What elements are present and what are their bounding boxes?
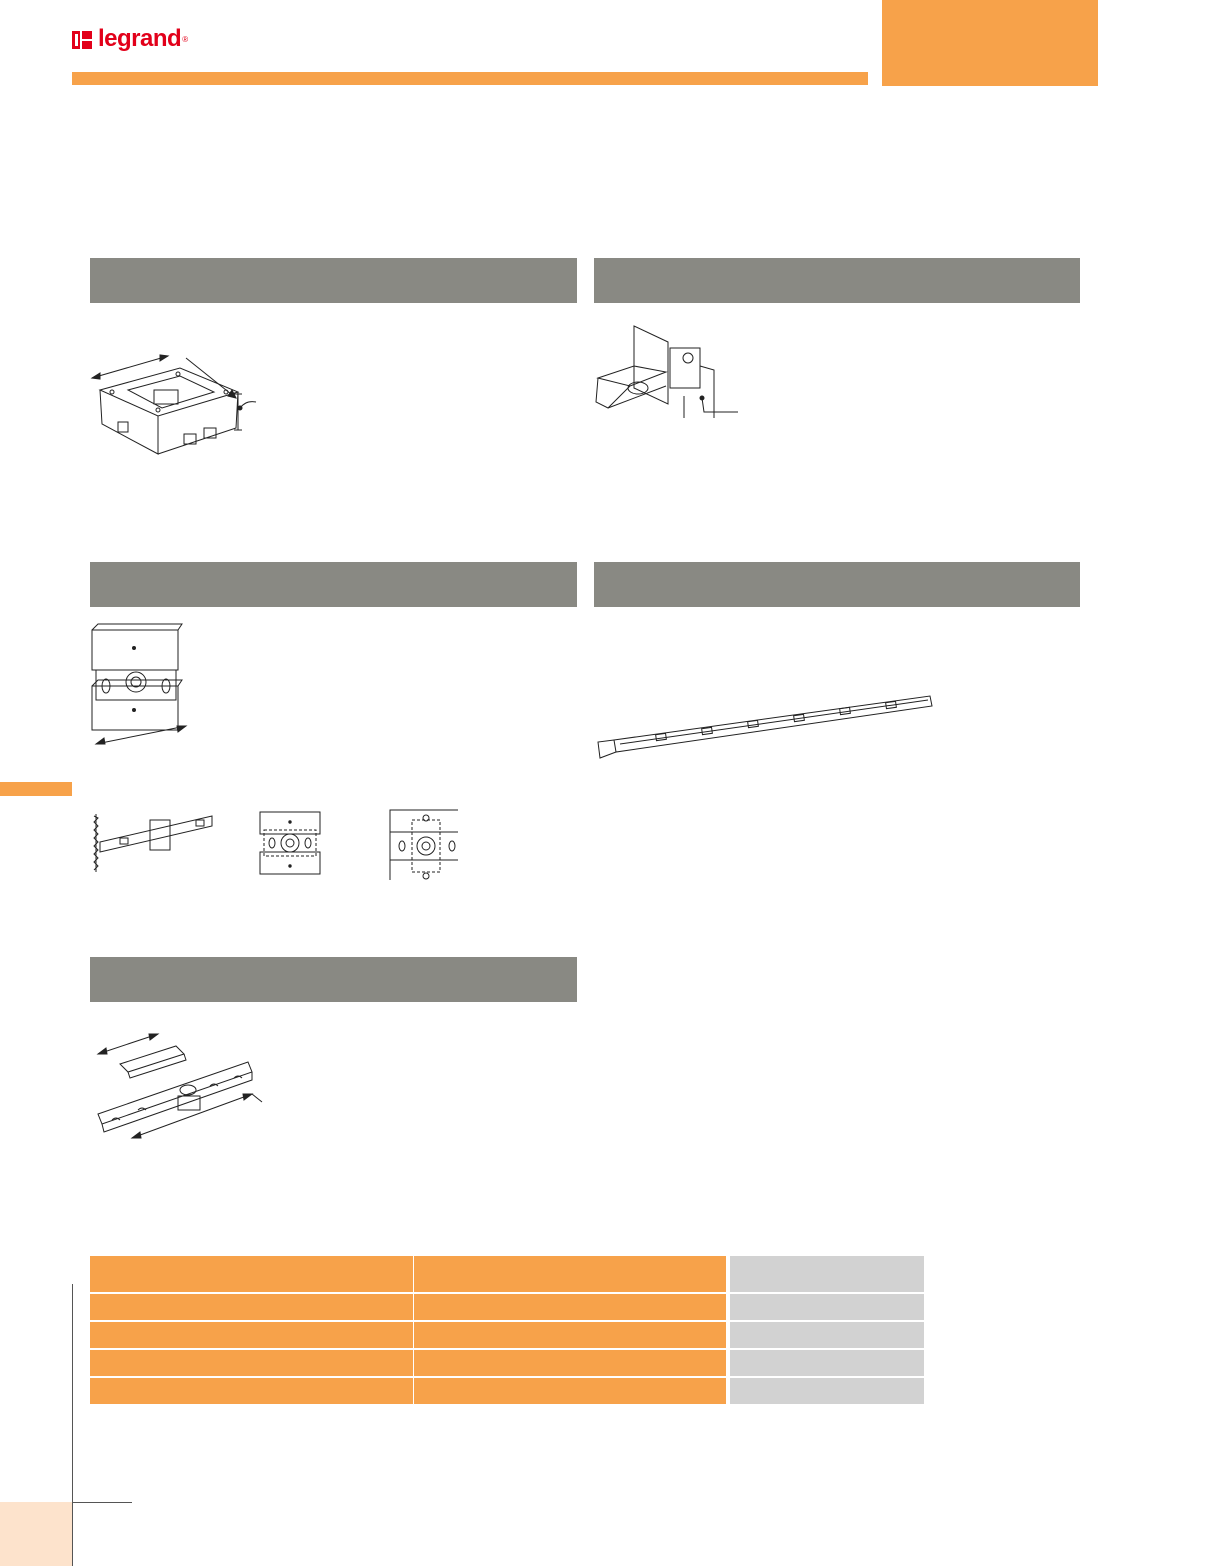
table-header-cell <box>413 1256 726 1293</box>
plate-drawing <box>86 620 198 754</box>
table-cell <box>413 1321 726 1349</box>
table-row <box>90 1321 924 1349</box>
rear-mount-detail <box>386 806 460 882</box>
connector-drawing <box>594 322 744 422</box>
section-bar-plate <box>90 562 577 607</box>
table-row <box>90 1349 924 1377</box>
section-bar-rail <box>594 562 1080 607</box>
table-cell <box>90 1349 413 1377</box>
table-cell <box>413 1377 726 1404</box>
spec-table <box>90 1256 924 1404</box>
front-mount-detail <box>254 808 326 878</box>
registered-mark: ® <box>182 34 189 44</box>
table-cell <box>413 1293 726 1321</box>
logo-wordmark: legrand <box>98 25 182 52</box>
table-cell <box>90 1293 413 1321</box>
header-tab <box>882 0 1098 86</box>
table-cell <box>730 1349 924 1377</box>
junction-box-drawing <box>88 350 268 462</box>
legrand-logo <box>72 26 188 52</box>
table-row <box>90 1293 924 1321</box>
rail-drawing <box>594 690 934 762</box>
splice-drawing <box>92 1024 268 1148</box>
side-tab-marker <box>0 782 72 796</box>
footer-tick <box>72 1502 132 1503</box>
table-cell <box>730 1377 924 1404</box>
table-cell <box>90 1321 413 1349</box>
table-header-cell <box>90 1256 413 1293</box>
table-row <box>90 1377 924 1404</box>
table-cell <box>730 1293 924 1321</box>
legrand-mark-icon <box>72 29 92 49</box>
section-bar-box <box>90 258 577 303</box>
header-rule <box>72 72 868 85</box>
margin-line <box>72 1284 73 1566</box>
section-bar-splice <box>90 957 577 1002</box>
table-cell <box>90 1377 413 1404</box>
corner-block <box>0 1502 72 1566</box>
table-cell <box>730 1321 924 1349</box>
table-cell <box>413 1349 726 1377</box>
table-header-cell <box>730 1256 924 1293</box>
section-bar-connector <box>594 258 1080 303</box>
table-header-row <box>90 1256 924 1293</box>
wall-mount-detail <box>92 808 218 876</box>
